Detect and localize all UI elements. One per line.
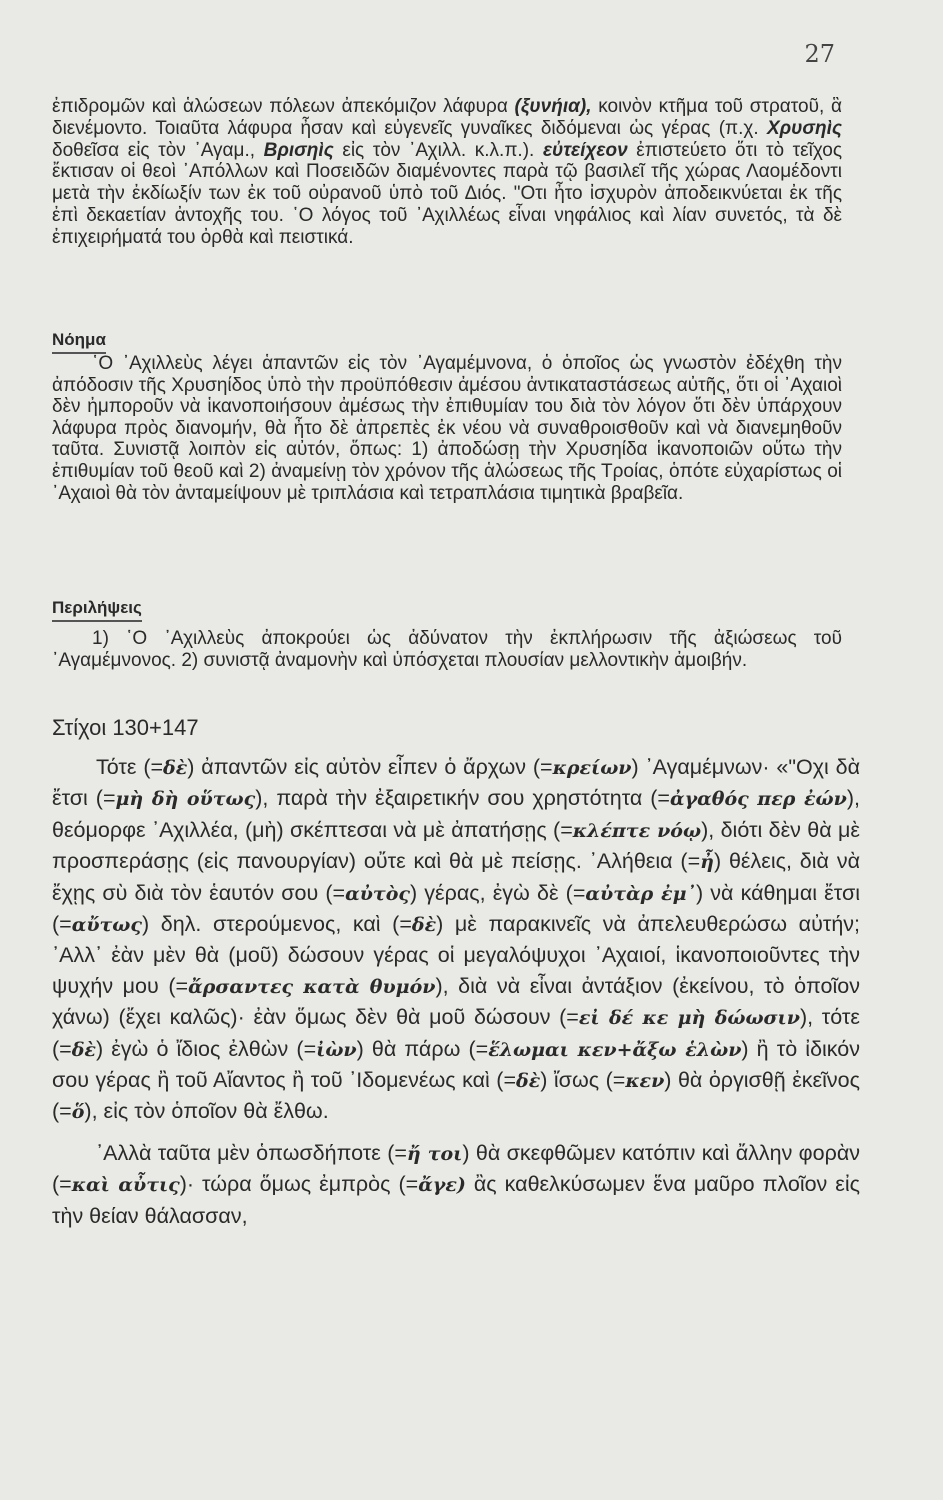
text-run: ) ἐγὼ ὁ ἴδιος ἐλθὼν (= <box>95 1036 317 1061</box>
greek-term: κλέπτε νόῳ <box>572 819 702 842</box>
greek-term: δὲ <box>411 914 437 937</box>
greek-term: καὶ αὖτις <box>71 1174 180 1197</box>
greek-term: δὲ <box>163 757 188 779</box>
greek-term: μὴ δὴ οὕτως <box>115 788 256 811</box>
text-run: ) ἴσως (= <box>540 1068 626 1093</box>
greek-term: αὐτὸς <box>345 882 410 905</box>
greek-term: ἤ τοι <box>406 1142 463 1165</box>
greek-term: ἄγε) <box>418 1174 466 1197</box>
page-number: 27 <box>804 40 835 68</box>
greek-term: ἄρσαντες κατὰ θυμόν <box>188 975 436 998</box>
text-run: ) θέλεις, διὰ νὰ ἔχῃς σὺ διὰ τὸν ἑαυτόν σου (= <box>52 849 860 905</box>
verses-heading: Στίχοι 130+147 <box>52 715 199 740</box>
text-run: δοθεῖσα εἰς τὸν ᾿Αγαμ., <box>52 139 264 161</box>
greek-term: ἕλωμαι κεν+ἄξω ἑλὼν <box>488 1038 742 1061</box>
text-run: ) ἢ τὸ ἰδικόν σου γέρας ἢ τοῦ Αἴαντος ἢ τοῦ ᾿Ιδομενέως καὶ (= <box>52 1036 861 1093</box>
greek-term: (ξυνήια), <box>514 96 592 117</box>
text-run: ), διότι δὲν θὰ μὲ προσπεράσῃς (εἰς πανουργίαν) οὔτε καὶ θὰ μὲ πείσῃς. ᾿Αλήθεια (= <box>52 817 860 874</box>
greek-term: εὐτείχεον <box>542 139 628 161</box>
translation-paragraph <box>52 752 860 1128</box>
noima-paragraph: ῾Ο ᾿Αχιλλεὺς λέγει ἁπαντῶν εἰς τὸν ᾿Αγαμέμνονα, ὁ ὁποῖος ὡς γνωστὸν ἐδέχθη τὴν ἀπόδοσιν τῆς Χρυσηίδος ὑπὸ τὴν προϋπόθεσιν ἀμέσου ἀντικαταστάσεως αὐτῆς, ὅτι οἱ ᾿Αχαιοὶ δὲν ἠμποροῦν νὰ ἱκανοποιήσουν ἀμέσως τὴν ἐπιθυμίαν του διὰ τὸν λόγον ὅτι δὲν ὑπάρχουν λάφυρα πρὸς διανομήν, θὰ ἦτο δὲ ἀπρεπὲς ἐκ νέου νὰ συναθροισθοῦν καὶ νὰ διανεμηθοῦν ταῦτα. Συνιστᾷ λοιπὸν εἰς αὐτόν, ὅπως: 1) ἀποδώσῃ τὴν Χρυσηίδα ἱκανοποιῶν οὕτω τὴν ἐπιθυμίαν τοῦ θεοῦ καὶ 2) ἀναμείνῃ τὸν χρόνον τῆς ἁλώσεως τῆς Τροίας, ὁπότε εὐχαρίστως οἱ ᾿Αχαιοὶ θὰ τὸν ἀνταμείψουν μὲ τριπλάσια καὶ τετραπλάσια τιμητικὰ βραβεῖα. <box>52 353 842 504</box>
greek-term: εἰ δέ κε μὴ δώωσιν <box>578 1007 800 1030</box>
greek-term: κεν <box>625 1070 665 1093</box>
section-heading-perilipseis: Περιλήψεις <box>52 598 142 622</box>
greek-term: δὲ <box>71 1038 96 1061</box>
text-run: ᾿Αλλὰ ταῦτα μὲν ὁπωσδήποτε (= <box>96 1140 407 1165</box>
text-run: ) γέρας, ἐγὼ δὲ (= <box>409 880 586 905</box>
text-run: )· τώρα ὅμως ἐμπρὸς (= <box>179 1172 419 1197</box>
text-run: ), τότε (= <box>52 1005 860 1061</box>
text-run: ), διὰ νὰ εἶναι ἀντάξιον (ἐκείνου, τὸ ὁποῖον χάνω) (ἔχει καλῶς)· ἐὰν ὅμως δὲν θὰ μοῦ δώσουν (= <box>52 973 861 1030</box>
greek-term: Χρυσηὶς <box>766 117 842 139</box>
intro-paragraph <box>52 96 842 249</box>
translation-paragraph <box>52 1138 860 1231</box>
text-run: ἐπιστεύετο ὅτι τὸ τεῖχος ἔκτισαν οἱ θεοὶ ᾿Απόλλων καὶ Ποσειδῶν διαμένοντες παρὰ τῷ βασιλεῖ τῆς χώρας Λαομέδοντι μετὰ τὴν ἐκδίωξίν των ἐκ τοῦ οὐρανοῦ ὑπὸ τοῦ Διός. "Οτι ἦτο ἰσχυρὸν ἀποδεικνύεται ἐκ τῆς ἐπὶ δεκαετίαν ἀντοχῆς του. ῾Ο λόγος τοῦ ᾿Αχιλλέως εἶναι νηφάλιος καὶ λίαν συνετός, τὰ δὲ ἐπιχειρήματά του ὀρθὰ καὶ πειστικά. <box>52 139 843 248</box>
text-run: ) ᾿Αγαμέμνων· «"Οχι δὰ ἔτσι (= <box>52 755 860 811</box>
text-run: εἰς τὸν ᾿Αχιλλ. κ.λ.π.). <box>333 139 543 161</box>
text-run: ) μὲ παρακινεῖς νὰ ἀπελευθερώσω αὐτήν; ᾿Αλλ᾿ ἐὰν μὲν θὰ (μοῦ) δώσουν γέρας οἱ μεγαλόψυχοι ᾿Αχαιοί, ἱκανοποιοῦντες τὴν ψυχήν μου (= <box>52 912 860 998</box>
greek-term: ὅ <box>71 1101 85 1124</box>
greek-term: ἀγαθός περ ἐών <box>670 788 847 811</box>
greek-term: κρείων <box>552 757 632 779</box>
greek-term: ἦ <box>700 851 714 874</box>
greek-term: αὐτὰρ ἐμ᾿ <box>585 882 696 905</box>
greek-term: δὲ <box>516 1070 541 1093</box>
text-run: ) θὰ πάρω (= <box>356 1036 489 1061</box>
greek-term: αὔτως <box>71 914 142 937</box>
text-run: ἂς καθελκύσωμεν ἕνα μαῦρο πλοῖον εἰς τὴν θείαν θάλασσαν, <box>52 1172 860 1228</box>
text-run: ), εἰς τὸν ὁποῖον θὰ ἔλθω. <box>84 1099 329 1124</box>
text-run: ), παρὰ τὴν ἐξαιρετικήν σου χρηστότητα (= <box>255 786 670 811</box>
text-run: ) θὰ ὀργισθῇ ἐκεῖνος (= <box>52 1068 860 1124</box>
text-run: ἐπιδρομῶν καὶ ἁλώσεων πόλεων ἀπεκόμιζον λάφυρα <box>52 96 515 117</box>
perilipseis-paragraph: 1) ῾Ο ᾿Αχιλλεὺς ἀποκρούει ὡς ἀδύνατον τὴν ἐκπλήρωσιν τῆς ἀξιώσεως τοῦ ᾿Αγαμέμνονος. 2) συνιστᾷ ἀναμονὴν καὶ ὑπόσχεται πλουσίαν μελλοντικὴν ἀμοιβήν. <box>52 628 842 671</box>
verses-translation <box>52 752 860 1231</box>
greek-term: Βρισηὶς <box>263 139 334 161</box>
text-run: κοινὸν κτῆμα τοῦ στρατοῦ, ἃ διενέμοντο. Τοιαῦτα λάφυρα ἦσαν καὶ εὐγενεῖς γυναῖκες διδόμεναι ὡς γέρας (π.χ. <box>52 96 842 139</box>
text-run: ) ἀπαντῶν εἰς αὐτὸν εἶπεν ὁ ἄρχων (= <box>187 755 553 779</box>
text-run: ), θεόμορφε ᾿Αχιλλέα, (μὴ) σκέπτεσαι νὰ μὲ ἀπατήσῃς (= <box>52 786 860 842</box>
text-run: ) θὰ σκεφθῶμεν κατόπιν καὶ ἄλλην φορὰν (= <box>52 1140 860 1197</box>
section-heading-noima: Νόημα <box>52 330 106 354</box>
text-run: ) νὰ κάθημαι ἔτσι (= <box>52 880 860 937</box>
text-run: ) δηλ. στερούμενος, καὶ (= <box>141 912 412 937</box>
text-run: Τότε (= <box>96 755 164 779</box>
greek-term: ἰὼν <box>316 1038 357 1061</box>
